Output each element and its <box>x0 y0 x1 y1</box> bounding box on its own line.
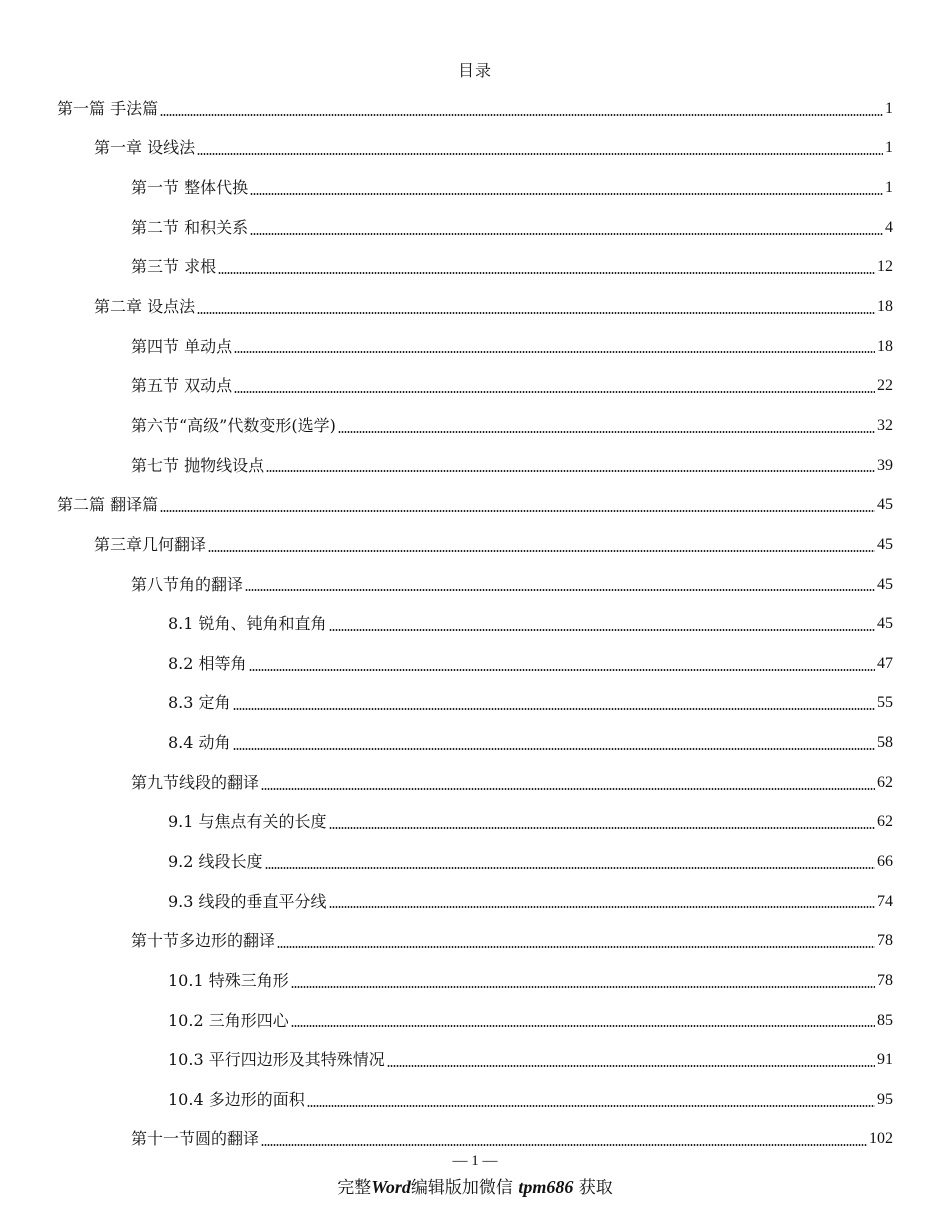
toc-entry-label: 第五节 双动点 <box>131 376 233 396</box>
toc-dot-leader <box>261 788 875 790</box>
toc-entry-label: 9.2 线段长度 <box>168 851 263 871</box>
toc-entry[interactable] <box>0 763 950 803</box>
toc-entry[interactable] <box>0 208 950 248</box>
toc-dot-leader <box>291 986 875 988</box>
toc-dot-leader <box>329 827 875 829</box>
toc-entry[interactable] <box>0 684 950 724</box>
toc-entry-page-number: 1 <box>885 179 893 197</box>
toc-dot-leader <box>249 669 875 671</box>
toc-entry[interactable] <box>0 604 950 644</box>
footer-note-middle: 编辑版加微信 <box>410 1178 519 1198</box>
toc-entry-label: 8.4 动角 <box>168 733 231 753</box>
toc-entry[interactable] <box>0 287 950 327</box>
toc-entry-label: 8.2 相等角 <box>168 653 247 673</box>
toc-entry[interactable] <box>0 168 950 208</box>
toc-entry-label: 第三章几何翻译 <box>94 534 207 554</box>
toc-entry-page-number: 18 <box>877 298 893 316</box>
toc-dot-leader <box>160 114 883 116</box>
toc-dot-leader <box>277 946 875 948</box>
toc-entry[interactable] <box>0 446 950 486</box>
toc-dot-leader <box>387 1065 875 1067</box>
toc-entry-label: 10.2 三角形四心 <box>168 1010 289 1030</box>
toc-dot-leader <box>338 431 875 433</box>
toc-dot-leader <box>250 193 883 195</box>
toc-entry[interactable] <box>0 406 950 446</box>
toc-dot-leader <box>197 312 875 314</box>
toc-entry[interactable] <box>0 644 950 684</box>
toc-entry-page-number: 45 <box>877 575 893 593</box>
toc-entry-page-number: 78 <box>877 971 893 989</box>
toc-entry-label: 第十一节圆的翻译 <box>131 1129 260 1149</box>
toc-entry[interactable] <box>0 1001 950 1041</box>
toc-dot-leader <box>233 708 875 710</box>
toc-entry-page-number: 95 <box>877 1090 893 1108</box>
toc-entry-label: 9.1 与焦点有关的长度 <box>168 812 327 832</box>
toc-dot-leader <box>261 1144 867 1146</box>
toc-entry-page-number: 1 <box>885 99 893 117</box>
toc-entry-label: 8.1 锐角、钝角和直角 <box>168 614 327 634</box>
toc-entry-page-number: 91 <box>877 1051 893 1069</box>
toc-entry[interactable] <box>0 525 950 565</box>
toc-entry-label: 第九节线段的翻译 <box>131 772 260 792</box>
toc-entry-label: 第一章 设线法 <box>94 138 196 158</box>
toc-entry-page-number: 32 <box>877 416 893 434</box>
toc-entry-label: 10.4 多边形的面积 <box>168 1089 305 1109</box>
toc-entry-label: 第四节 单动点 <box>131 336 233 356</box>
toc-title: 目录 <box>457 61 492 80</box>
toc-dot-leader <box>329 629 875 631</box>
footer-note-prefix: 完整 <box>337 1178 372 1198</box>
toc-entry-label: 10.1 特殊三角形 <box>168 970 289 990</box>
toc-entry[interactable] <box>0 129 950 169</box>
toc-entry-label: 10.3 平行四边形及其特殊情况 <box>168 1050 385 1070</box>
toc-entry-page-number: 58 <box>877 734 893 752</box>
toc-list <box>0 89 950 1159</box>
toc-dot-leader <box>307 1105 875 1107</box>
toc-entry[interactable] <box>0 882 950 922</box>
toc-entry-label: 第六节“高级”代数变形(选学) <box>131 415 336 435</box>
toc-entry-label: 第七节 抛物线设点 <box>131 455 265 475</box>
toc-entry-page-number: 55 <box>877 694 893 712</box>
toc-dot-leader <box>233 748 875 750</box>
toc-entry-page-number: 45 <box>877 535 893 553</box>
toc-entry-label: 第二篇 翻译篇 <box>57 495 159 515</box>
toc-entry-page-number: 45 <box>877 496 893 514</box>
toc-entry-page-number: 1 <box>885 139 893 157</box>
toc-entry-page-number: 74 <box>877 892 893 910</box>
footer-page-number: — 1 — <box>452 1153 498 1169</box>
toc-entry-page-number: 62 <box>877 773 893 791</box>
toc-entry-page-number: 47 <box>877 654 893 672</box>
toc-dot-leader <box>234 391 875 393</box>
toc-entry-page-number: 85 <box>877 1011 893 1029</box>
toc-entry-page-number: 12 <box>877 258 893 276</box>
footer-note-suffix: 获取 <box>573 1178 613 1198</box>
toc-entry-label: 第三节 求根 <box>131 257 217 277</box>
toc-entry-page-number: 66 <box>877 852 893 870</box>
toc-entry-label: 9.3 线段的垂直平分线 <box>168 891 327 911</box>
toc-dot-leader <box>250 233 883 235</box>
toc-entry-page-number: 39 <box>877 456 893 474</box>
toc-entry[interactable] <box>0 1040 950 1080</box>
toc-entry-page-number: 78 <box>877 932 893 950</box>
toc-entry-label: 第十节多边形的翻译 <box>131 931 276 951</box>
toc-dot-leader <box>291 1025 875 1027</box>
toc-entry-label: 第二章 设点法 <box>94 297 196 317</box>
toc-entry[interactable] <box>0 803 950 843</box>
footer-note-id: tpm686 <box>518 1177 574 1197</box>
toc-dot-leader <box>234 351 875 353</box>
toc-dot-leader <box>208 550 875 552</box>
toc-entry[interactable] <box>0 565 950 605</box>
toc-entry-label: 8.3 定角 <box>168 693 231 713</box>
toc-entry-page-number: 62 <box>877 813 893 831</box>
toc-entry[interactable] <box>0 248 950 288</box>
toc-entry[interactable] <box>0 89 950 129</box>
toc-entry-page-number: 18 <box>877 337 893 355</box>
toc-entry[interactable] <box>0 961 950 1001</box>
toc-entry[interactable] <box>0 327 950 367</box>
toc-dot-leader <box>160 510 875 512</box>
toc-entry[interactable] <box>0 723 950 763</box>
toc-entry-label: 第二节 和积关系 <box>131 217 249 237</box>
toc-entry-label: 第八节角的翻译 <box>131 574 244 594</box>
toc-dot-leader <box>265 867 875 869</box>
toc-dot-leader <box>245 589 875 591</box>
toc-entry-label: 第一篇 手法篇 <box>57 98 159 118</box>
toc-entry[interactable] <box>0 921 950 961</box>
toc-dot-leader <box>197 153 883 155</box>
toc-dot-leader <box>266 470 875 472</box>
footer-note <box>0 1173 950 1198</box>
toc-entry-page-number: 22 <box>877 377 893 395</box>
toc-dot-leader <box>329 906 875 908</box>
toc-entry[interactable] <box>0 842 950 882</box>
toc-entry[interactable] <box>0 1080 950 1120</box>
toc-entry-page-number: 45 <box>877 615 893 633</box>
toc-entry-label: 第一节 整体代换 <box>131 178 249 198</box>
toc-entry-page-number: 4 <box>885 218 893 236</box>
footer-note-word: Word <box>371 1177 411 1197</box>
toc-dot-leader <box>218 272 875 274</box>
toc-entry[interactable] <box>0 485 950 525</box>
toc-entry[interactable] <box>0 366 950 406</box>
toc-entry-page-number: 102 <box>869 1130 893 1148</box>
